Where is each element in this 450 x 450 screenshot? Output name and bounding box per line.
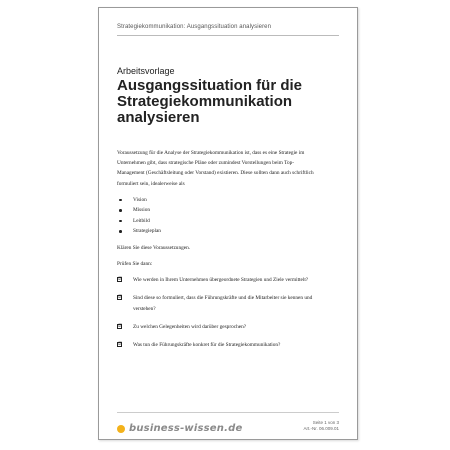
- checkbox-icon: ☑: [118, 277, 123, 283]
- bullet-item: Strategieplan: [117, 226, 317, 237]
- intro-paragraph: Voraussetzung für die Analyse der Strategiekommunikation ist, dass es eine Strategie im Unternehmen gibt, dass strategische Pläne oder zumindest Vorstellungen beim Top-Management (Geschäftsleitung oder Vorstand) existieren. Diese sollten dann auch schriftlich formuliert sein, idealerweise als: [117, 150, 314, 187]
- logo-dot-icon: [117, 425, 125, 433]
- checklist-item: [117, 293, 317, 313]
- checklist-item-text: Was tun die Führungskräfte konkret für die Strategiekommunikation?: [133, 342, 281, 349]
- checklist-item-text: Sind diese so formuliert, dass die Führungskräfte und die Mitarbeiter sie kennen und verstehen?: [133, 295, 313, 312]
- page-header: Strategiekommunikation: Ausgangssituation analysieren: [117, 24, 272, 30]
- document-kicker: Arbeitsvorlage: [117, 66, 175, 76]
- brand-logo: [117, 423, 242, 434]
- footer-divider: [117, 412, 339, 413]
- checkbox-icon: ☑: [118, 323, 123, 329]
- clarify-text: Klären Sie diese Voraussetzungen.: [117, 244, 191, 251]
- checkbox-icon: ☑: [118, 295, 123, 301]
- bullet-list: [117, 195, 317, 237]
- page-number: Seite 1 von 3: [312, 420, 339, 425]
- checklist-item-text: Wie werden in Ihrem Unternehmen übergeordnete Strategien und Ziele vermittelt?: [133, 277, 309, 284]
- page-meta: [303, 420, 339, 432]
- check-intro-text: Prüfen Sie dann:: [117, 261, 153, 268]
- logo-text: business-wissen.de: [129, 423, 243, 434]
- bullet-item: Mission: [117, 205, 317, 216]
- document-title: Ausgangssituation für die Strategiekommunikation analysieren: [117, 77, 303, 126]
- checkbox-icon: ☑: [118, 342, 123, 348]
- checklist-item: [117, 322, 317, 332]
- bullet-item: Vision: [117, 195, 317, 206]
- bullet-item: Leitbild: [117, 216, 317, 227]
- document-page: [98, 7, 358, 440]
- checklist-item: [117, 275, 317, 285]
- checklist-item: [117, 340, 317, 350]
- article-number: Art.-Nr. 06.009.01: [303, 426, 339, 431]
- document-body: [117, 148, 317, 358]
- header-divider: [117, 35, 339, 36]
- checklist-item-text: Zu welchen Gelegenheiten wird darüber gesprochen?: [133, 323, 247, 330]
